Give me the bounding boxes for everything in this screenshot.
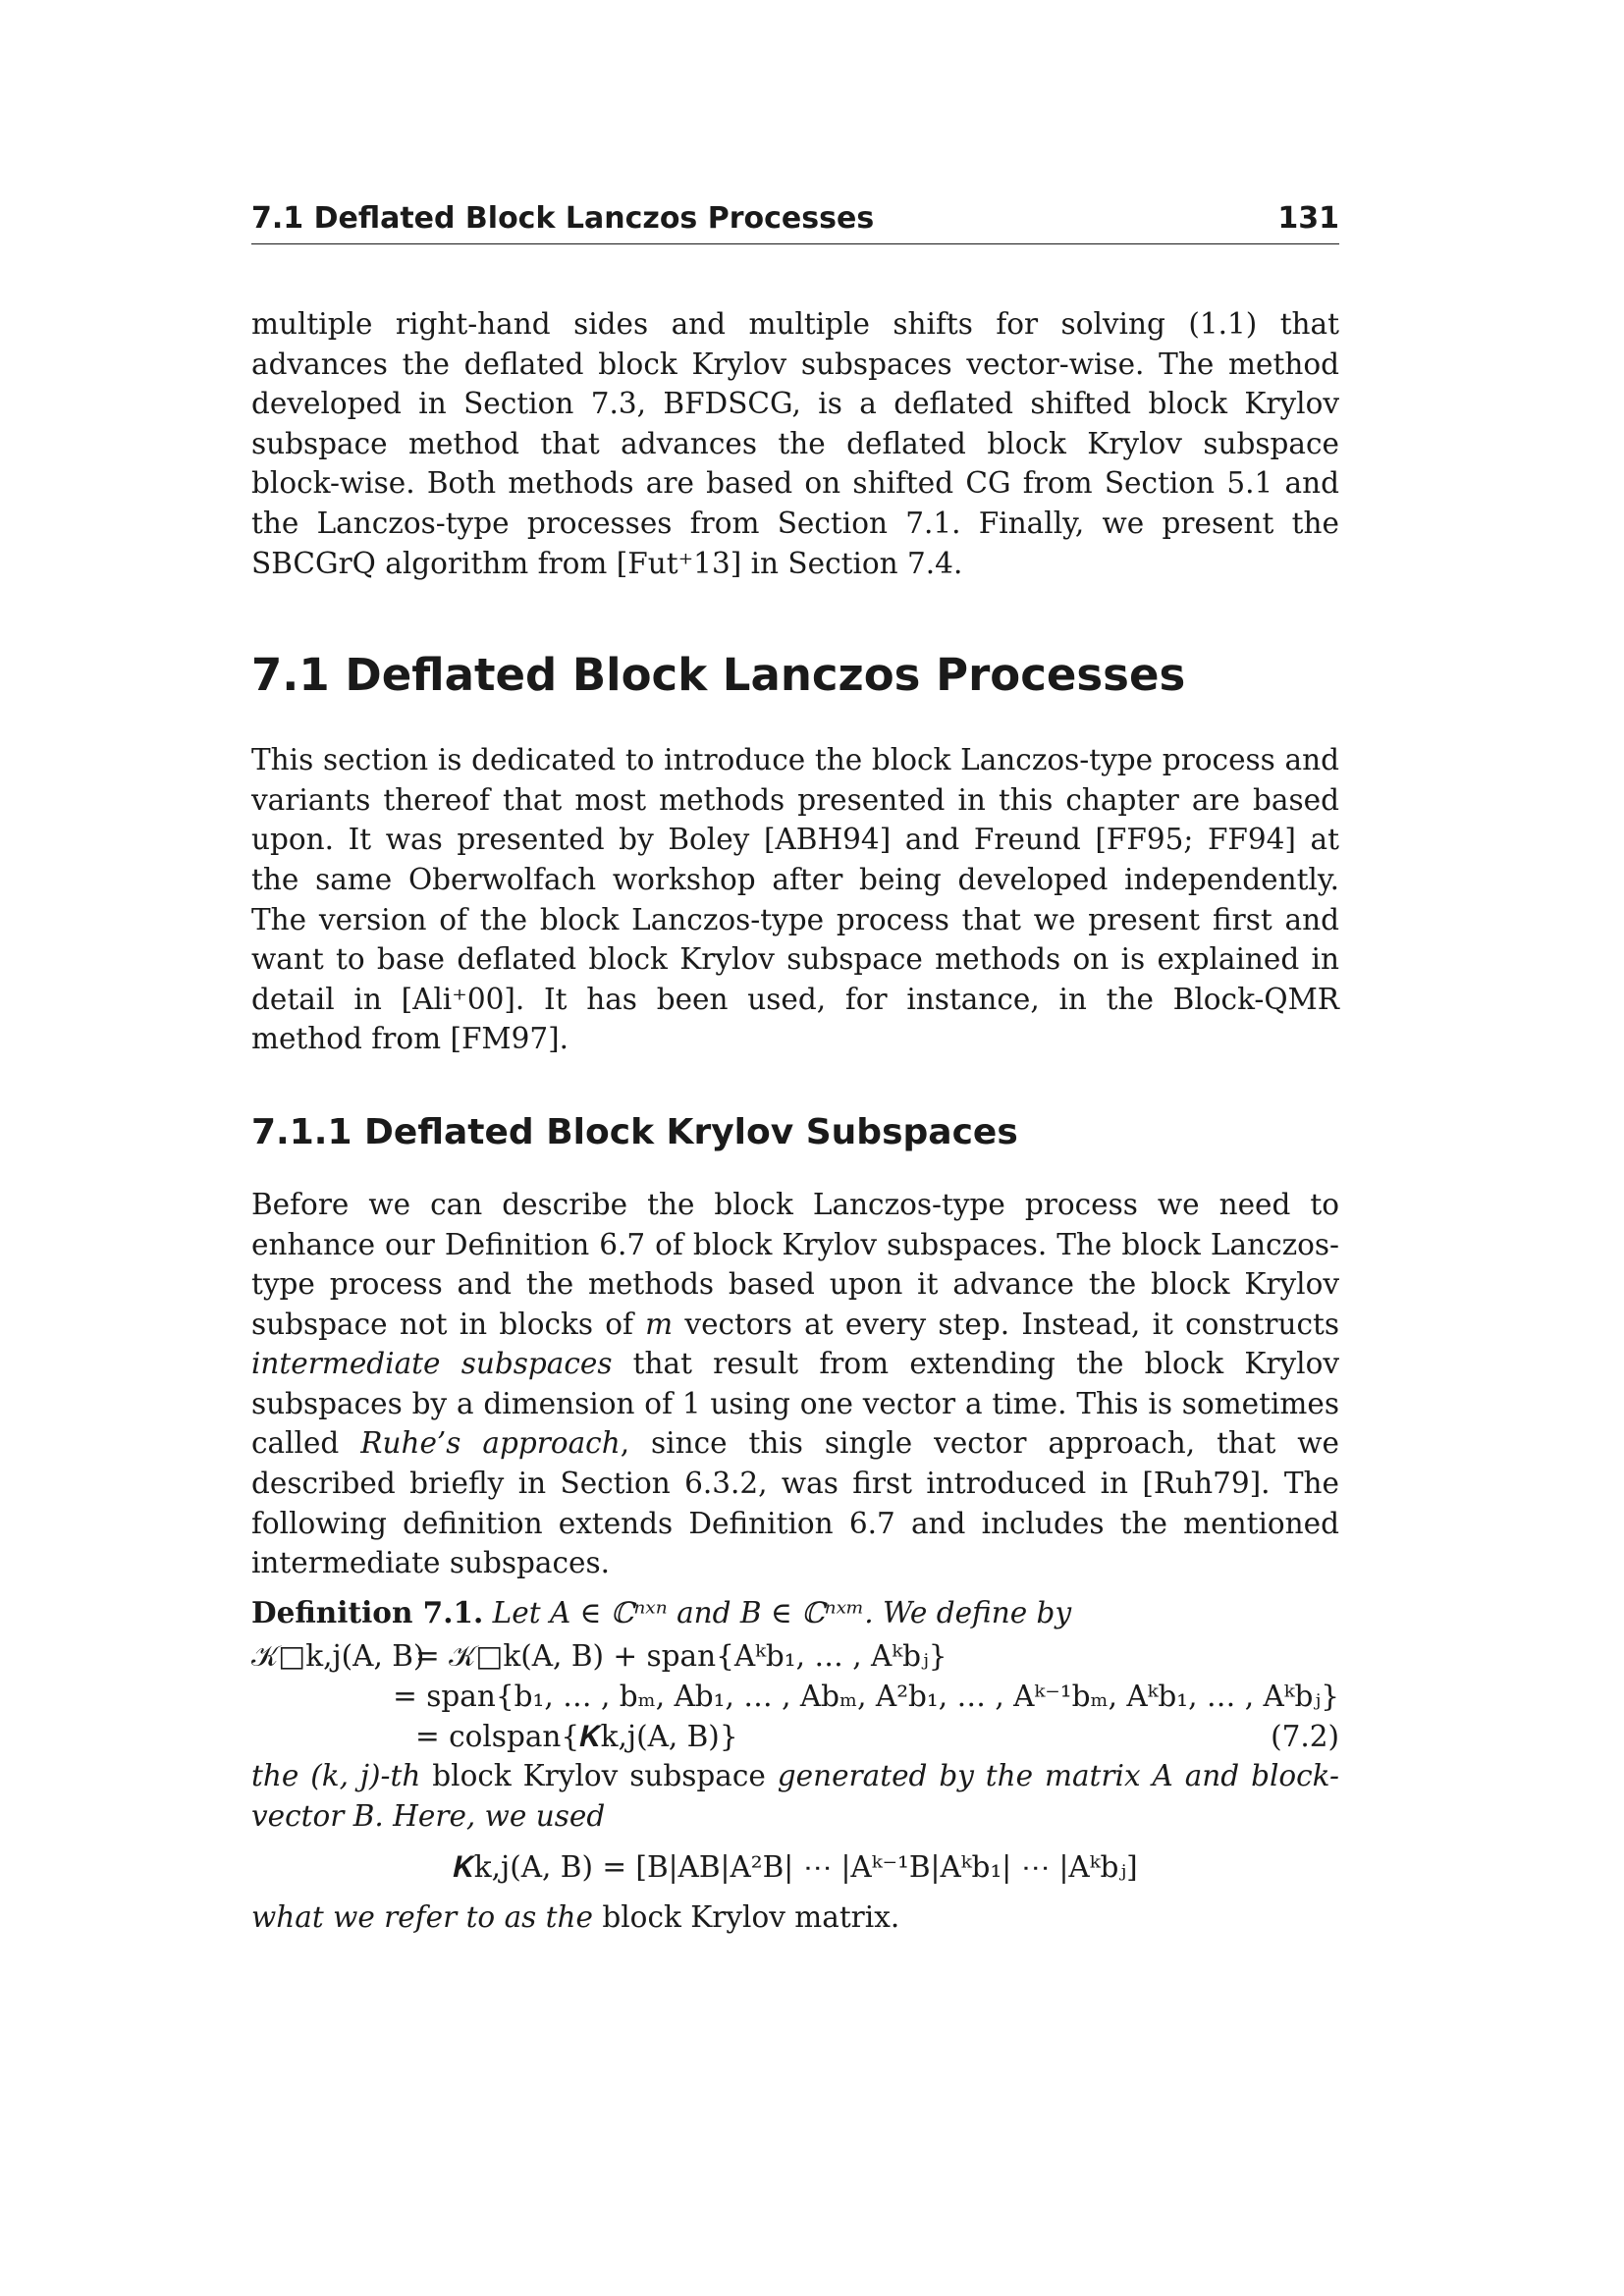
subsection-paragraph (251, 1185, 1339, 1583)
header-section-title: 7.1 Deflated Block Lanczos Processes (251, 201, 875, 236)
krylov-matrix-equation: 𝑲k,j(A, B) = [B|AB|A²B| ⋯ |Aᵏ⁻¹B|Aᵏb₁| ⋯ |Aᵏbⱼ] (453, 1850, 1138, 1885)
equation-line (251, 1636, 1339, 1677)
emphasis-intermediate-subspaces: intermediate subspaces (251, 1347, 613, 1381)
intro-paragraph: multiple right-hand sides and multiple shifts for solving (1.1) that advances the deflated block Krylov subspaces vector-wise. The method developed in Section 7.3, BFDSCG, is a deflated shifted block Krylov subspace method that advances the deflated block Krylov subspace block-wise. Both methods are based on shifted CG from Section 5.1 and the Lanczos-type processes from Section 7.1. Finally, we present the SBCGrQ algorithm from [Fut⁺13] in Section 7.4. (251, 307, 1339, 580)
text-run: vectors at every step. Instead, it constructs (673, 1307, 1339, 1341)
equation-line (251, 1677, 1339, 1717)
text-run: block Krylov subspace (420, 1759, 778, 1793)
text-run: generated by the matrix A and block-vector B. Here, we used (251, 1759, 1339, 1833)
running-header (251, 201, 1339, 244)
equation-number: (7.2) (1271, 1719, 1339, 1753)
definition-label: Definition 7.1. (251, 1594, 484, 1629)
definition-text: Let A ∈ ℂⁿˣⁿ and B ∈ ℂⁿˣᵐ. We define by (492, 1595, 1072, 1629)
text-run: the (k, j)-th (251, 1759, 421, 1793)
definition-closing (251, 1897, 1339, 1938)
text-run: , since this single vector approach, that we described briefly in Section 6.3.2, was first introduced in [Ruh79]. The following definition extends Definition 6.7 and includes the mentioned intermediate subspaces. (251, 1426, 1340, 1580)
equation-lhs: 𝒦□k,j(A, B) (251, 1639, 425, 1674)
subsection-heading: 7.1.1 Deflated Block Krylov Subspaces (251, 1111, 1018, 1152)
equation-rhs-line2: = span{b₁, … , bₘ, Ab₁, … , Abₘ, A²b₁, … , Aᵏ⁻¹bₘ, Aᵏb₁, … , Aᵏbⱼ} (393, 1680, 1339, 1714)
page-number: 131 (1277, 201, 1339, 236)
section-heading: 7.1 Deflated Block Lanczos Processes (251, 649, 1186, 702)
text-run: Before we can describe the block Lanczos-type process we need to enhance our Definition 6.7 of block Krylov subspaces. The block Lanczos-type process and the methods based upon it advance the block Krylov subspace not in blocks of (251, 1187, 1339, 1341)
definition-continuation (251, 1756, 1339, 1836)
equation-rhs-line1: = 𝒦□k(A, B) + span{Aᵏb₁, … , Aᵏbⱼ} (415, 1639, 947, 1674)
equation-rhs-line3: = colspan{𝑲k,j(A, B)} (415, 1719, 738, 1753)
emphasis-ruhes-approach: Ruhe’s approach (360, 1426, 621, 1461)
text-run: block Krylov matrix. (592, 1900, 900, 1934)
equation-line (251, 1717, 1339, 1757)
section-paragraph: This section is dedicated to introduce the block Lanczos-type process and variants thereof that most methods presented in this chapter are based upon. It was presented by Boley [ABH94] and Freund [FF95; FF94] at the same Oberwolfach workshop after being developed independently. The version of the block Lanczos-type process that we present first and want to base deflated block Krylov subspace methods on is explained in detail in [Ali⁺00]. It has been used, for instance, in the Block-QMR method from [FM97]. (251, 743, 1339, 1056)
equation-7-2 (251, 1636, 1339, 1756)
math-m: m (645, 1307, 674, 1341)
text-run: what we refer to as the (251, 1900, 593, 1934)
definition-statement (251, 1593, 1339, 1633)
main-content (251, 304, 1339, 1938)
text-run: that result from extending the block Krylov subspaces by a dimension of 1 using one vector a time. This is sometimes called (251, 1347, 1339, 1461)
